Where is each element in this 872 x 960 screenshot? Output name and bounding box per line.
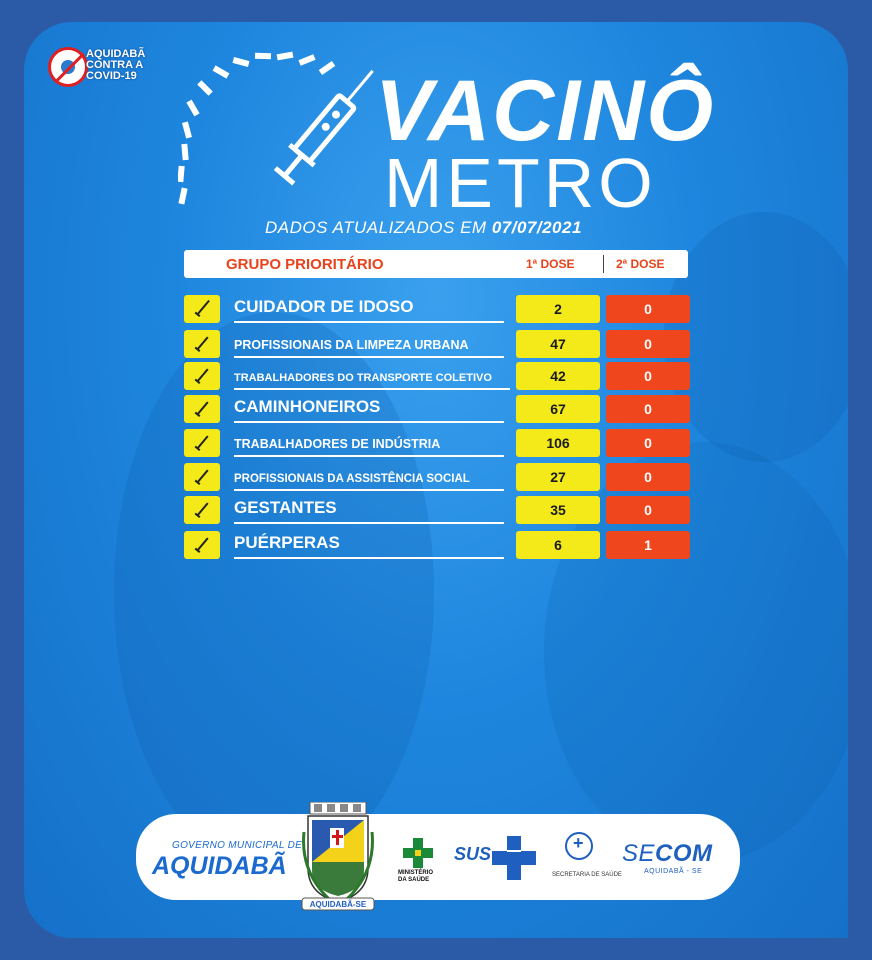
secom-subtitle: AQUIDABÃ - SE bbox=[644, 868, 703, 875]
row-label: TRABALHADORES DO TRANSPORTE COLETIVO bbox=[234, 372, 492, 384]
row-underline bbox=[234, 557, 504, 559]
dose2-value: 0 bbox=[606, 362, 690, 390]
crest-ribbon-text: AQUIDABÃ-SE bbox=[309, 900, 367, 909]
update-prefix: DADOS ATUALIZADOS EM bbox=[265, 218, 487, 237]
secom-b: COM bbox=[655, 840, 713, 867]
table-row bbox=[184, 496, 690, 524]
table-row bbox=[184, 362, 690, 390]
row-label: TRABALHADORES DE INDÚSTRIA bbox=[234, 437, 441, 451]
row-label: CAMINHONEIROS bbox=[234, 397, 381, 416]
dose2-value: 0 bbox=[606, 463, 690, 491]
dose2-value: 1 bbox=[606, 531, 690, 559]
title-metro: METRO bbox=[384, 144, 657, 222]
dose1-value: 106 bbox=[516, 429, 600, 457]
syringe-icon bbox=[184, 429, 220, 457]
table-row bbox=[184, 463, 690, 491]
row-label: PUÉRPERAS bbox=[234, 533, 340, 552]
dose1-value: 35 bbox=[516, 496, 600, 524]
syringe-icon bbox=[184, 463, 220, 491]
health-cross-icon bbox=[403, 838, 433, 868]
dose1-value: 47 bbox=[516, 330, 600, 358]
header-dose1: 1ª DOSE bbox=[526, 257, 575, 271]
dose2-value: 0 bbox=[606, 496, 690, 524]
background-person-head bbox=[664, 212, 848, 462]
secom-a: SE bbox=[622, 840, 656, 867]
ministerio-text: MINISTÉRIO DA SAÚDE bbox=[398, 870, 434, 883]
row-underline bbox=[234, 421, 504, 423]
dose1-value: 6 bbox=[516, 531, 600, 559]
syringe-icon bbox=[184, 531, 220, 559]
update-date: 07/07/2021 bbox=[491, 218, 582, 237]
row-label: PROFISSIONAIS DA ASSISTÊNCIA SOCIAL bbox=[234, 473, 470, 485]
row-label: CUIDADOR DE IDOSO bbox=[234, 297, 414, 316]
gov-line1: GOVERNO MUNICIPAL DE bbox=[172, 840, 303, 851]
table-row bbox=[184, 295, 690, 323]
covid-campaign-badge bbox=[48, 45, 152, 93]
header-separator bbox=[603, 255, 604, 273]
table-row bbox=[184, 429, 690, 457]
header-dose2: 2ª DOSE bbox=[616, 257, 665, 271]
dose2-value: 0 bbox=[606, 429, 690, 457]
ministerio-saude-logo bbox=[398, 838, 438, 886]
dose1-value: 2 bbox=[516, 295, 600, 323]
secretaria-saude-logo bbox=[552, 832, 622, 888]
dose2-value: 0 bbox=[606, 395, 690, 423]
row-underline bbox=[234, 356, 504, 358]
table-row bbox=[184, 395, 690, 423]
sus-cross-icon bbox=[492, 836, 536, 880]
gov-line2: AQUIDABÃ bbox=[152, 852, 287, 880]
row-label: GESTANTES bbox=[234, 498, 337, 517]
secretaria-text: SECRETARIA DE SAÚDE bbox=[552, 872, 622, 878]
row-underline bbox=[234, 522, 504, 524]
covid-badge-text: AQUIDABÃ CONTRA A COVID-19 bbox=[86, 48, 146, 82]
syringe-icon bbox=[184, 362, 220, 390]
secretaria-icon bbox=[565, 832, 593, 860]
secom-logo bbox=[622, 840, 713, 868]
syringe-icon bbox=[184, 330, 220, 358]
syringe-icon bbox=[184, 295, 220, 323]
syringe-icon bbox=[184, 395, 220, 423]
dose1-value: 67 bbox=[516, 395, 600, 423]
no-virus-icon bbox=[48, 47, 88, 87]
row-underline bbox=[234, 388, 510, 390]
header-group: GRUPO PRIORITÁRIO bbox=[226, 256, 384, 273]
dose1-value: 27 bbox=[516, 463, 600, 491]
dose2-value: 0 bbox=[606, 295, 690, 323]
row-underline bbox=[234, 489, 504, 491]
gauge-syringe-icon bbox=[178, 48, 388, 218]
table-header bbox=[184, 250, 688, 278]
footer-logos-bar bbox=[136, 814, 740, 900]
dose1-value: 42 bbox=[516, 362, 600, 390]
table-row bbox=[184, 330, 690, 358]
update-info bbox=[265, 218, 582, 238]
syringe-icon bbox=[184, 496, 220, 524]
dose2-value: 0 bbox=[606, 330, 690, 358]
row-underline bbox=[234, 455, 504, 457]
table-row bbox=[184, 531, 690, 559]
row-label: PROFISSIONAIS DA LIMPEZA URBANA bbox=[234, 338, 469, 352]
sus-text: SUS bbox=[454, 844, 492, 864]
row-underline bbox=[234, 321, 504, 323]
municipal-crest-icon bbox=[300, 802, 376, 914]
title-vacino: VACINÔ bbox=[375, 63, 716, 159]
